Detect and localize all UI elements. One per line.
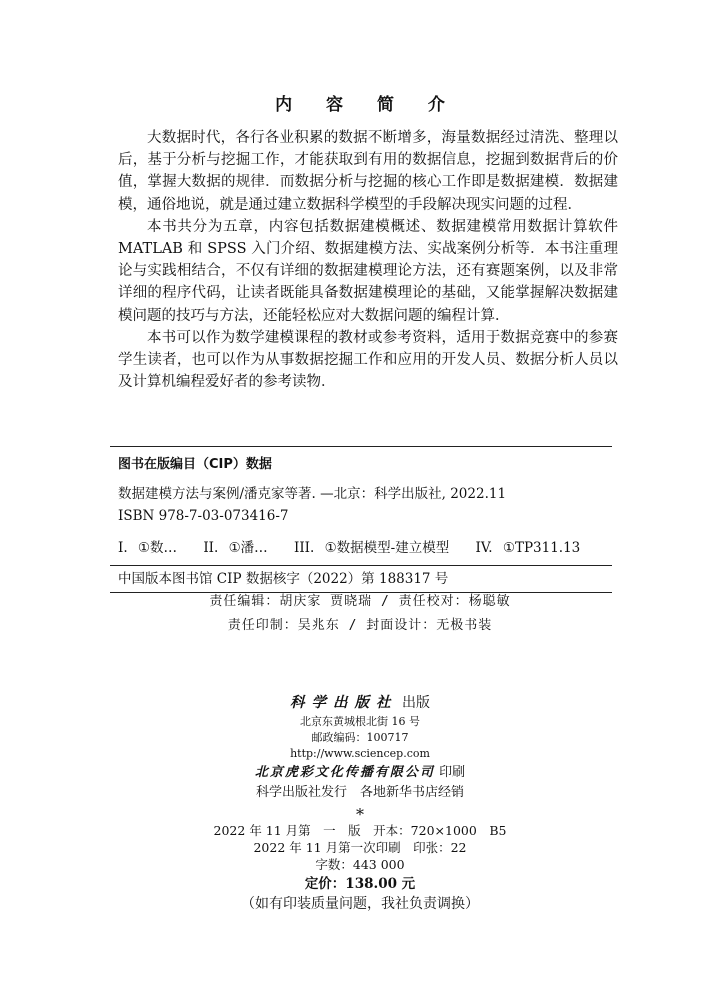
cip-record: 中国版本图书馆 CIP 数据核字（2022）第 188317 号 xyxy=(110,565,612,590)
cip-class-item: IV. ①TP311.13 xyxy=(475,540,581,556)
cip-heading: 图书在版编目（CIP）数据 xyxy=(118,457,272,472)
publisher-line xyxy=(0,694,720,712)
distribution: 科学出版社发行 各地新华书店经销 xyxy=(255,785,464,800)
printer-line xyxy=(0,764,720,782)
intro-paragraph: 本书共分为五章，内容包括数据建模概述、数据建模常用数据计算软件 MATLAB 和 SPSS 入门介绍、数据建模方法、实战案例分析等．本书注重理论与实践相结合，不仅有详细的数据建模理论方法，还有赛题案例，以及非常详细的程序代码，让读者既能具备数据建模理论的基础，又能掌握解决数据建模问题的技巧与方法，还能轻松应对大数据问题的编程计算． xyxy=(118,218,618,324)
publisher-name: 科学出版社 xyxy=(290,694,398,711)
price: 定价：138.00 元 xyxy=(304,876,416,892)
cip-class-item: III. ①数据模型-建立模型 xyxy=(293,540,450,556)
intro-paragraph: 本书可以作为数学建模课程的教材或参考资料，适用于数据竞赛中的参赛学生读者，也可以作为从事数据挖掘工作和应用的开发人员、数据分析人员以及计算机编程爱好者的参考读物． xyxy=(118,329,618,391)
intro-paragraph: 大数据时代，各行各业积累的数据不断增多，海量数据经过清洗、整理以后，基于分析与挖掘工作，才能获取到有用的数据信息，挖掘到数据背后的价值，掌握大数据的规律．而数据分析与挖掘的核心工作即是数据建模．数据建模，通俗地说，就是通过建立数据科学模型的手段解决现实问题的过程． xyxy=(118,130,618,213)
cip-citation: 数据建模方法与案例/潘克家等著. —北京：科学出版社, 2022.11 xyxy=(118,486,507,502)
printer-suffix: 印刷 xyxy=(439,765,466,780)
printing-info: 2022 年 11 月第一次印刷 印张：22 xyxy=(253,840,467,855)
cip-isbn: ISBN 978-7-03-073416-7 xyxy=(118,508,289,524)
publisher-postcode: 邮政编码：100717 xyxy=(311,731,409,744)
quality-notice: （如有印装质量问题，我社负责调换） xyxy=(241,896,479,912)
word-count: 字数：443 000 xyxy=(315,857,405,872)
staff-credits xyxy=(0,590,720,638)
separator-star: * xyxy=(356,805,364,824)
imprint-block xyxy=(0,694,720,913)
publisher-url: http://www.sciencep.com xyxy=(290,747,430,760)
intro-title: 内 容 简 介 xyxy=(275,95,459,115)
cip-class-item: II. ①潘… xyxy=(203,540,268,556)
printer-name: 北京虎彩文化传播有限公司 xyxy=(254,765,435,780)
publisher-suffix: 出版 xyxy=(401,695,430,711)
cip-classification xyxy=(118,537,612,559)
staff-line-2: 责任印制：吴兆东 / 封面设计：无极书装 xyxy=(227,618,493,633)
edition-info: 2022 年 11 月第 一 版 开本：720×1000 B5 xyxy=(213,823,507,838)
cip-block xyxy=(110,446,612,593)
intro-body xyxy=(118,127,618,393)
staff-line-1: 责任编辑：胡庆家 贾晓瑞 / 责任校对：杨聪敏 xyxy=(209,594,511,609)
cip-class-item: I. ①数… xyxy=(118,540,178,556)
publisher-address: 北京东黄城根北街 16 号 xyxy=(300,715,420,728)
